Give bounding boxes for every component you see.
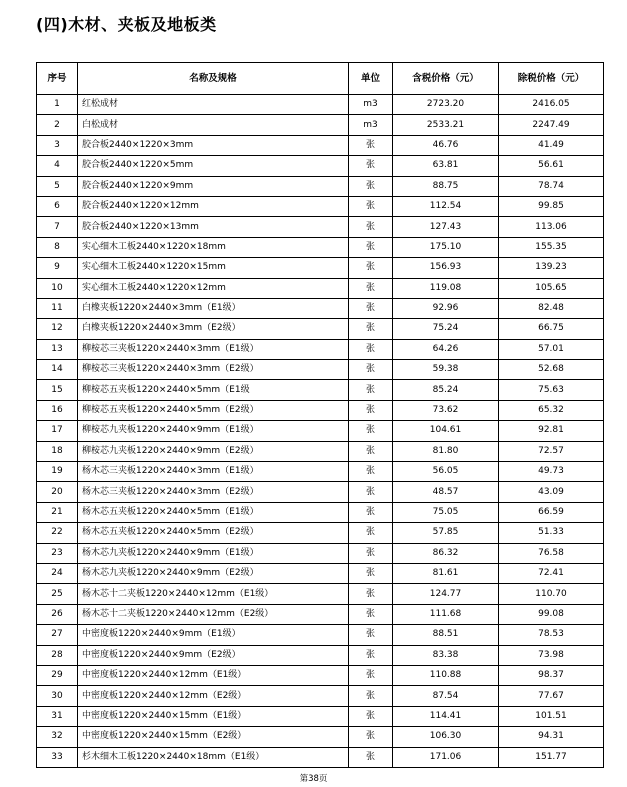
table-row xyxy=(37,196,604,216)
table-row xyxy=(37,339,604,359)
row-no-cell: 11 xyxy=(37,298,78,318)
row-unit-cell: 张 xyxy=(349,543,393,563)
row-no-cell: 30 xyxy=(37,686,78,706)
row-net-price-cell: 73.98 xyxy=(499,645,604,665)
row-net-price-cell: 110.70 xyxy=(499,584,604,604)
row-tax-price-cell: 2533.21 xyxy=(393,115,499,135)
row-name-cell: 胶合板2440×1220×5mm xyxy=(78,156,349,176)
row-net-price-cell: 57.01 xyxy=(499,339,604,359)
row-name-cell: 柳桉芯三夹板1220×2440×3mm（E2级） xyxy=(78,360,349,380)
table-row xyxy=(37,319,604,339)
row-no-cell: 13 xyxy=(37,339,78,359)
row-unit-cell: 张 xyxy=(349,176,393,196)
row-tax-price-cell: 156.93 xyxy=(393,258,499,278)
row-no-cell: 19 xyxy=(37,462,78,482)
row-unit-cell: 张 xyxy=(349,421,393,441)
row-no-cell: 24 xyxy=(37,563,78,583)
row-unit-cell: 张 xyxy=(349,258,393,278)
row-no-cell: 15 xyxy=(37,380,78,400)
row-net-price-cell: 139.23 xyxy=(499,258,604,278)
row-unit-cell: 张 xyxy=(349,217,393,237)
row-net-price-cell: 52.68 xyxy=(499,360,604,380)
row-net-price-cell: 56.61 xyxy=(499,156,604,176)
row-tax-price-cell: 81.80 xyxy=(393,441,499,461)
row-no-cell: 21 xyxy=(37,502,78,522)
row-unit-cell: 张 xyxy=(349,706,393,726)
row-name-cell: 白橡夹板1220×2440×3mm（E1级） xyxy=(78,298,349,318)
row-unit-cell: 张 xyxy=(349,523,393,543)
price-table xyxy=(36,62,604,768)
table-body xyxy=(37,95,604,768)
row-net-price-cell: 78.74 xyxy=(499,176,604,196)
row-name-cell: 中密度板1220×2440×9mm（E2级） xyxy=(78,645,349,665)
row-net-price-cell: 75.63 xyxy=(499,380,604,400)
row-name-cell: 实心细木工板2440×1220×15mm xyxy=(78,258,349,278)
row-unit-cell: 张 xyxy=(349,196,393,216)
row-net-price-cell: 76.58 xyxy=(499,543,604,563)
row-no-cell: 28 xyxy=(37,645,78,665)
row-name-cell: 柳桉芯九夹板1220×2440×9mm（E1级） xyxy=(78,421,349,441)
row-no-cell: 6 xyxy=(37,196,78,216)
row-net-price-cell: 65.32 xyxy=(499,400,604,420)
row-name-cell: 白松成材 xyxy=(78,115,349,135)
table-row xyxy=(37,727,604,747)
row-net-price-cell: 99.08 xyxy=(499,604,604,624)
row-tax-price-cell: 63.81 xyxy=(393,156,499,176)
header-net-price: 除税价格（元） xyxy=(499,63,604,95)
row-unit-cell: 张 xyxy=(349,584,393,604)
row-no-cell: 8 xyxy=(37,237,78,257)
row-name-cell: 杨木芯九夹板1220×2440×9mm（E2级） xyxy=(78,563,349,583)
table-row xyxy=(37,237,604,257)
table-row xyxy=(37,523,604,543)
row-unit-cell: 张 xyxy=(349,747,393,767)
row-no-cell: 16 xyxy=(37,400,78,420)
table-row xyxy=(37,502,604,522)
row-name-cell: 实心细木工板2440×1220×12mm xyxy=(78,278,349,298)
row-no-cell: 23 xyxy=(37,543,78,563)
row-net-price-cell: 72.41 xyxy=(499,563,604,583)
table-row xyxy=(37,584,604,604)
table-row xyxy=(37,278,604,298)
row-unit-cell: 张 xyxy=(349,441,393,461)
row-name-cell: 杨木芯三夹板1220×2440×3mm（E1级） xyxy=(78,462,349,482)
row-no-cell: 32 xyxy=(37,727,78,747)
row-tax-price-cell: 88.75 xyxy=(393,176,499,196)
row-tax-price-cell: 46.76 xyxy=(393,135,499,155)
row-name-cell: 柳桉芯五夹板1220×2440×5mm（E1级 xyxy=(78,380,349,400)
table-row xyxy=(37,665,604,685)
row-no-cell: 17 xyxy=(37,421,78,441)
table-row xyxy=(37,482,604,502)
row-tax-price-cell: 81.61 xyxy=(393,563,499,583)
row-tax-price-cell: 124.77 xyxy=(393,584,499,604)
row-name-cell: 杨木芯三夹板1220×2440×3mm（E2级） xyxy=(78,482,349,502)
row-name-cell: 中密度板1220×2440×12mm（E1级） xyxy=(78,665,349,685)
row-no-cell: 26 xyxy=(37,604,78,624)
row-net-price-cell: 72.57 xyxy=(499,441,604,461)
table-row xyxy=(37,441,604,461)
table-row xyxy=(37,645,604,665)
row-no-cell: 9 xyxy=(37,258,78,278)
row-net-price-cell: 94.31 xyxy=(499,727,604,747)
row-net-price-cell: 99.85 xyxy=(499,196,604,216)
row-no-cell: 4 xyxy=(37,156,78,176)
row-net-price-cell: 92.81 xyxy=(499,421,604,441)
row-no-cell: 20 xyxy=(37,482,78,502)
table-row xyxy=(37,604,604,624)
row-tax-price-cell: 104.61 xyxy=(393,421,499,441)
row-tax-price-cell: 83.38 xyxy=(393,645,499,665)
row-unit-cell: 张 xyxy=(349,319,393,339)
row-tax-price-cell: 73.62 xyxy=(393,400,499,420)
row-net-price-cell: 2416.05 xyxy=(499,95,604,115)
table-row xyxy=(37,563,604,583)
row-net-price-cell: 66.59 xyxy=(499,502,604,522)
row-no-cell: 33 xyxy=(37,747,78,767)
row-tax-price-cell: 114.41 xyxy=(393,706,499,726)
row-net-price-cell: 98.37 xyxy=(499,665,604,685)
row-name-cell: 红松成材 xyxy=(78,95,349,115)
row-unit-cell: 张 xyxy=(349,502,393,522)
row-name-cell: 胶合板2440×1220×9mm xyxy=(78,176,349,196)
row-net-price-cell: 66.75 xyxy=(499,319,604,339)
row-name-cell: 柳桉芯五夹板1220×2440×5mm（E2级） xyxy=(78,400,349,420)
row-tax-price-cell: 92.96 xyxy=(393,298,499,318)
row-unit-cell: 张 xyxy=(349,482,393,502)
header-unit: 单位 xyxy=(349,63,393,95)
table-row xyxy=(37,298,604,318)
row-unit-cell: 张 xyxy=(349,380,393,400)
row-unit-cell: 张 xyxy=(349,665,393,685)
row-no-cell: 12 xyxy=(37,319,78,339)
row-tax-price-cell: 85.24 xyxy=(393,380,499,400)
row-net-price-cell: 101.51 xyxy=(499,706,604,726)
row-unit-cell: 张 xyxy=(349,156,393,176)
row-tax-price-cell: 56.05 xyxy=(393,462,499,482)
row-name-cell: 杨木芯十二夹板1220×2440×12mm（E1级） xyxy=(78,584,349,604)
row-tax-price-cell: 2723.20 xyxy=(393,95,499,115)
table-row xyxy=(37,706,604,726)
row-name-cell: 杨木芯五夹板1220×2440×5mm（E1级） xyxy=(78,502,349,522)
header-tax-price: 含税价格（元） xyxy=(393,63,499,95)
table-row xyxy=(37,258,604,278)
row-name-cell: 中密度板1220×2440×9mm（E1级） xyxy=(78,625,349,645)
row-net-price-cell: 49.73 xyxy=(499,462,604,482)
row-net-price-cell: 155.35 xyxy=(499,237,604,257)
row-name-cell: 中密度板1220×2440×12mm（E2级） xyxy=(78,686,349,706)
table-row xyxy=(37,380,604,400)
row-tax-price-cell: 111.68 xyxy=(393,604,499,624)
row-tax-price-cell: 87.54 xyxy=(393,686,499,706)
row-no-cell: 2 xyxy=(37,115,78,135)
row-tax-price-cell: 64.26 xyxy=(393,339,499,359)
table-row xyxy=(37,156,604,176)
row-unit-cell: 张 xyxy=(349,278,393,298)
row-tax-price-cell: 48.57 xyxy=(393,482,499,502)
row-name-cell: 中密度板1220×2440×15mm（E1级） xyxy=(78,706,349,726)
row-name-cell: 柳桉芯九夹板1220×2440×9mm（E2级） xyxy=(78,441,349,461)
row-unit-cell: 张 xyxy=(349,645,393,665)
table-row xyxy=(37,95,604,115)
row-no-cell: 31 xyxy=(37,706,78,726)
row-net-price-cell: 105.65 xyxy=(499,278,604,298)
table-row xyxy=(37,217,604,237)
table-row xyxy=(37,686,604,706)
table-row xyxy=(37,462,604,482)
row-net-price-cell: 2247.49 xyxy=(499,115,604,135)
row-no-cell: 3 xyxy=(37,135,78,155)
row-name-cell: 胶合板2440×1220×13mm xyxy=(78,217,349,237)
row-name-cell: 实心细木工板2440×1220×18mm xyxy=(78,237,349,257)
row-unit-cell: 张 xyxy=(349,360,393,380)
row-name-cell: 白橡夹板1220×2440×3mm（E2级） xyxy=(78,319,349,339)
row-name-cell: 杉木细木工板1220×2440×18mm（E1级） xyxy=(78,747,349,767)
row-tax-price-cell: 171.06 xyxy=(393,747,499,767)
row-net-price-cell: 113.06 xyxy=(499,217,604,237)
row-no-cell: 29 xyxy=(37,665,78,685)
row-unit-cell: 张 xyxy=(349,604,393,624)
row-unit-cell: 张 xyxy=(349,563,393,583)
row-name-cell: 胶合板2440×1220×12mm xyxy=(78,196,349,216)
row-no-cell: 22 xyxy=(37,523,78,543)
row-tax-price-cell: 175.10 xyxy=(393,237,499,257)
row-tax-price-cell: 75.24 xyxy=(393,319,499,339)
row-tax-price-cell: 112.54 xyxy=(393,196,499,216)
row-unit-cell: m3 xyxy=(349,115,393,135)
row-tax-price-cell: 86.32 xyxy=(393,543,499,563)
row-tax-price-cell: 127.43 xyxy=(393,217,499,237)
row-unit-cell: m3 xyxy=(349,95,393,115)
section-title: (四)木材、夹板及地板类 xyxy=(36,15,217,34)
row-tax-price-cell: 88.51 xyxy=(393,625,499,645)
row-unit-cell: 张 xyxy=(349,135,393,155)
header-name: 名称及规格 xyxy=(78,63,349,95)
table-row xyxy=(37,360,604,380)
table-row xyxy=(37,115,604,135)
row-net-price-cell: 77.67 xyxy=(499,686,604,706)
row-unit-cell: 张 xyxy=(349,237,393,257)
row-net-price-cell: 43.09 xyxy=(499,482,604,502)
table-header-row xyxy=(37,63,604,95)
table-row xyxy=(37,421,604,441)
table-row xyxy=(37,400,604,420)
row-net-price-cell: 41.49 xyxy=(499,135,604,155)
row-no-cell: 5 xyxy=(37,176,78,196)
table-row xyxy=(37,747,604,767)
row-unit-cell: 张 xyxy=(349,339,393,359)
row-no-cell: 14 xyxy=(37,360,78,380)
row-no-cell: 18 xyxy=(37,441,78,461)
table-row xyxy=(37,176,604,196)
row-unit-cell: 张 xyxy=(349,625,393,645)
row-net-price-cell: 78.53 xyxy=(499,625,604,645)
row-tax-price-cell: 110.88 xyxy=(393,665,499,685)
row-unit-cell: 张 xyxy=(349,400,393,420)
row-no-cell: 10 xyxy=(37,278,78,298)
row-unit-cell: 张 xyxy=(349,727,393,747)
row-tax-price-cell: 106.30 xyxy=(393,727,499,747)
table-row xyxy=(37,543,604,563)
header-no: 序号 xyxy=(37,63,78,95)
row-name-cell: 中密度板1220×2440×15mm（E2级） xyxy=(78,727,349,747)
row-no-cell: 25 xyxy=(37,584,78,604)
row-name-cell: 柳桉芯三夹板1220×2440×3mm（E1级） xyxy=(78,339,349,359)
row-name-cell: 杨木芯九夹板1220×2440×9mm（E1级） xyxy=(78,543,349,563)
table-row xyxy=(37,135,604,155)
table-row xyxy=(37,625,604,645)
row-net-price-cell: 151.77 xyxy=(499,747,604,767)
row-no-cell: 7 xyxy=(37,217,78,237)
row-tax-price-cell: 75.05 xyxy=(393,502,499,522)
page-number: 第38页 xyxy=(299,774,328,784)
row-name-cell: 胶合板2440×1220×3mm xyxy=(78,135,349,155)
row-net-price-cell: 82.48 xyxy=(499,298,604,318)
row-name-cell: 杨木芯十二夹板1220×2440×12mm（E2级） xyxy=(78,604,349,624)
row-name-cell: 杨木芯五夹板1220×2440×5mm（E2级） xyxy=(78,523,349,543)
row-unit-cell: 张 xyxy=(349,462,393,482)
row-tax-price-cell: 59.38 xyxy=(393,360,499,380)
row-no-cell: 27 xyxy=(37,625,78,645)
row-net-price-cell: 51.33 xyxy=(499,523,604,543)
row-tax-price-cell: 57.85 xyxy=(393,523,499,543)
row-unit-cell: 张 xyxy=(349,298,393,318)
row-tax-price-cell: 119.08 xyxy=(393,278,499,298)
row-no-cell: 1 xyxy=(37,95,78,115)
row-unit-cell: 张 xyxy=(349,686,393,706)
